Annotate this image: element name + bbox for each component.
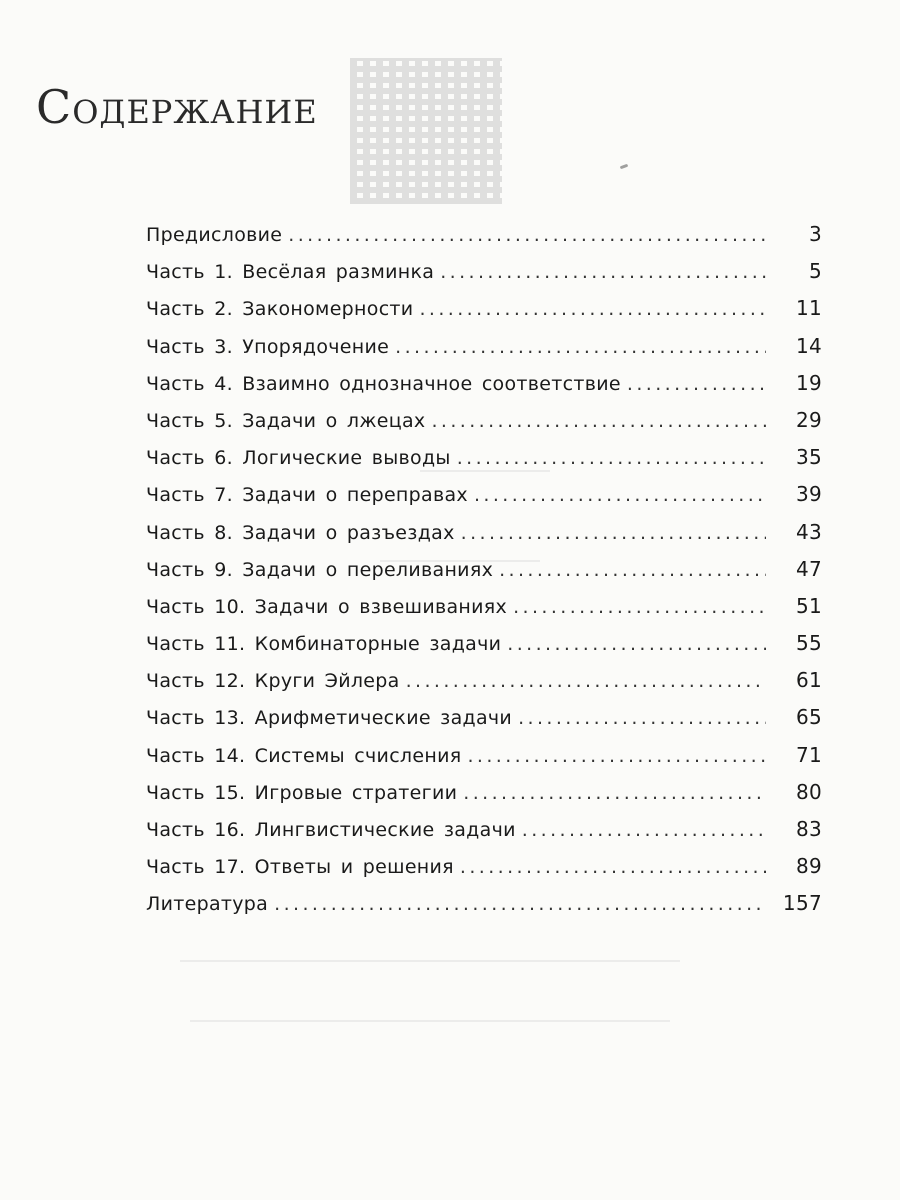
toc-dot-leader	[431, 410, 766, 432]
toc-entry-label: Часть 16. Лингвистические задачи	[146, 819, 516, 841]
toc-dot-leader	[460, 856, 766, 878]
paper-speck	[620, 164, 629, 170]
toc-entry[interactable]	[146, 408, 822, 445]
toc-entry[interactable]	[146, 594, 822, 631]
toc-entry-page-number: 29	[795, 407, 822, 432]
toc-dot-leader	[522, 819, 766, 841]
toc-dot-leader	[518, 707, 766, 729]
table-of-contents	[146, 222, 822, 929]
toc-entry-page-number: 83	[795, 817, 822, 841]
toc-entry[interactable]	[146, 854, 822, 891]
toc-dot-leader	[474, 484, 766, 506]
toc-entry-label: Часть 15. Игровые стратегии	[146, 781, 458, 804]
toc-entry-label: Часть 9. Задачи о переливаниях	[146, 558, 494, 581]
toc-dot-leader	[461, 522, 766, 544]
toc-entry-label: Часть 1. Весёлая разминка	[146, 261, 435, 284]
toc-entry-page-number: 157	[782, 891, 822, 916]
toc-entry-label: Литература	[146, 893, 269, 916]
toc-entry-page-number: 14	[795, 333, 822, 358]
toc-dot-leader	[406, 670, 766, 692]
toc-entry[interactable]	[146, 296, 822, 333]
toc-dot-leader	[507, 633, 766, 655]
toc-entry-label: Предисловие	[146, 224, 283, 246]
toc-entry[interactable]	[146, 445, 822, 482]
toc-dot-leader	[419, 298, 766, 320]
toc-dot-leader	[467, 745, 766, 767]
toc-entry[interactable]	[146, 780, 822, 817]
toc-entry-label: Часть 6. Логические выводы	[146, 447, 451, 470]
toc-dot-leader	[288, 224, 766, 246]
toc-entry-page-number: 35	[795, 445, 822, 470]
toc-entry[interactable]	[146, 482, 822, 519]
toc-entry[interactable]	[146, 557, 822, 594]
toc-entry-page-number: 5	[808, 259, 822, 284]
toc-entry-page-number: 71	[795, 742, 822, 767]
toc-entry[interactable]	[146, 891, 822, 928]
toc-entry[interactable]	[146, 371, 822, 408]
toc-dot-leader	[440, 261, 766, 283]
bleed-line	[380, 560, 540, 562]
toc-entry-page-number: 39	[795, 482, 822, 507]
toc-entry-page-number: 80	[795, 779, 822, 804]
toc-entry-label: Часть 3. Упорядочение	[146, 335, 390, 358]
toc-entry-label: Часть 10. Задачи о взвешиваниях	[146, 595, 508, 618]
toc-entry[interactable]	[146, 743, 822, 780]
toc-dot-leader	[395, 336, 766, 358]
toc-entry-label: Часть 17. Ответы и решения	[146, 856, 454, 879]
toc-entry[interactable]	[146, 520, 822, 557]
toc-entry-label: Часть 13. Арифметические задачи	[146, 707, 513, 730]
toc-dot-leader	[457, 447, 766, 469]
toc-entry-label: Часть 8. Задачи о разъездах	[146, 521, 455, 544]
toc-dot-leader	[274, 893, 766, 915]
toc-entry-label: Часть 2. Закономерности	[146, 298, 414, 321]
toc-entry-page-number: 3	[808, 222, 822, 246]
toc-dot-leader	[513, 596, 766, 618]
toc-entry[interactable]	[146, 668, 822, 705]
toc-entry[interactable]	[146, 259, 822, 296]
toc-entry-label: Часть 7. Задачи о переправах	[146, 484, 468, 507]
toc-entry-page-number: 47	[795, 556, 822, 581]
toc-entry[interactable]	[146, 631, 822, 668]
toc-entry-label: Часть 4. Взаимно однозначное соответствие	[146, 372, 621, 395]
toc-dot-leader	[627, 373, 766, 395]
toc-entry[interactable]	[146, 817, 822, 854]
toc-entry[interactable]	[146, 334, 822, 371]
bleed-line	[180, 960, 680, 962]
bleed-line	[190, 1020, 670, 1022]
toc-entry[interactable]	[146, 222, 822, 259]
toc-entry-page-number: 55	[795, 631, 822, 656]
toc-entry-label: Часть 14. Системы счисления	[146, 744, 462, 767]
toc-entry-label: Часть 12. Круги Эйлера	[146, 670, 400, 693]
toc-entry[interactable]	[146, 705, 822, 742]
toc-entry-label: Часть 11. Комбинаторные задачи	[146, 633, 502, 656]
toc-entry-page-number: 51	[795, 593, 822, 618]
toc-entry-page-number: 19	[795, 370, 822, 395]
toc-entry-page-number: 11	[795, 296, 822, 321]
toc-entry-page-number: 89	[795, 854, 822, 879]
toc-entry-page-number: 61	[795, 668, 822, 693]
toc-entry-page-number: 65	[795, 705, 822, 730]
toc-dot-leader	[463, 782, 766, 804]
toc-entry-page-number: 43	[795, 519, 822, 544]
qr-code-bleedthrough	[350, 58, 502, 204]
bleed-line	[420, 470, 550, 472]
page-title: Содержание	[36, 80, 318, 134]
toc-entry-label: Часть 5. Задачи о лжецах	[146, 409, 426, 432]
